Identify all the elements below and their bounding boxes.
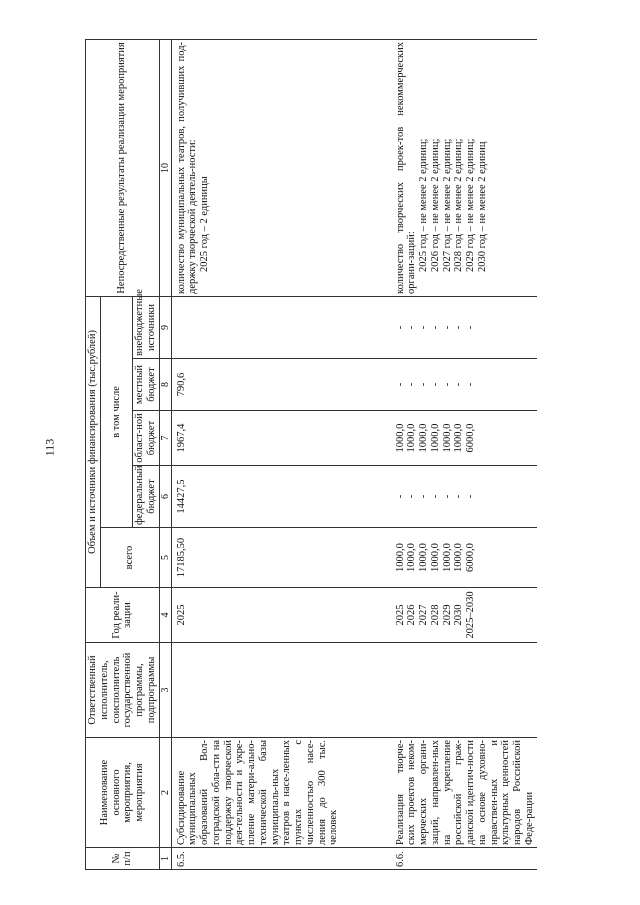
col-index: 3 — [159, 643, 171, 738]
total-value: 1000,0 — [418, 543, 430, 572]
col-index: 5 — [159, 528, 171, 588]
header-regional: област-ной бюджет — [133, 411, 160, 466]
col-index: 2 — [159, 738, 171, 848]
page-number: 113 — [42, 438, 57, 457]
table-row — [391, 39, 537, 869]
result-cell — [391, 39, 537, 296]
program-table-sheet — [85, 40, 535, 870]
extrabudget-value: - — [394, 325, 406, 330]
local-value: - — [453, 382, 465, 387]
local-value: - — [418, 382, 430, 387]
regional-value: 1000,0 — [441, 423, 453, 453]
year-cell — [171, 588, 391, 643]
regional-cell — [171, 411, 391, 466]
executor-cell — [391, 643, 537, 738]
result-line: 2025 год – 2 единицы — [199, 176, 211, 272]
table-row — [171, 39, 391, 869]
col-index: 9 — [159, 296, 171, 358]
result-line: 2025 год – не менее 2 единиц; — [418, 138, 430, 272]
federal-value: - — [394, 494, 406, 499]
regional-value: 1000,0 — [406, 423, 418, 453]
local-value: - — [429, 382, 441, 387]
program-activities-table — [85, 39, 537, 870]
local-cell — [171, 359, 391, 411]
result-line: 2026 год – не менее 2 единиц; — [429, 138, 441, 272]
local-value: - — [406, 382, 418, 387]
federal-value: - — [465, 494, 477, 499]
table-header — [86, 39, 172, 869]
col-index: 8 — [159, 359, 171, 411]
result-line: 2028 год – не менее 2 единиц; — [453, 138, 465, 272]
local-value: 790,6 — [175, 372, 187, 397]
header-activity-name: Наименование основного мероприятия, мероприятия — [86, 738, 160, 848]
header-num: № п/п — [86, 848, 160, 870]
total-value: 1000,0 — [394, 543, 406, 572]
federal-value: 14427,5 — [175, 479, 187, 514]
header-including: в том числе — [100, 296, 132, 527]
year-value: 2028 — [429, 604, 441, 626]
column-index-row — [159, 39, 171, 869]
header-year: Год реали-зации — [86, 588, 160, 643]
year-value: 2030 — [453, 604, 465, 626]
col-index: 7 — [159, 411, 171, 466]
extrabudget-value: - — [465, 325, 477, 330]
result-line: 2029 год – не менее 2 единиц; — [465, 138, 477, 272]
year-value: 2025–2030 — [465, 591, 477, 639]
federal-value: - — [453, 494, 465, 499]
total-value: 1000,0 — [429, 543, 441, 572]
result-cell — [171, 39, 391, 296]
header-local: местный бюджет — [133, 359, 160, 411]
total-value: 17185,50 — [175, 537, 187, 578]
regional-value: 1967,4 — [175, 423, 187, 453]
regional-value: 1000,0 — [418, 423, 430, 453]
regional-value: 6000,0 — [465, 423, 477, 453]
federal-value: - — [441, 494, 453, 499]
local-cell — [391, 359, 537, 411]
result-line: 2027 год – не менее 2 единиц; — [441, 138, 453, 272]
year-cell — [391, 588, 537, 643]
header-results: Непосредственные результаты реализации мероприятия — [86, 39, 160, 296]
total-cell — [391, 528, 537, 588]
year-value: 2029 — [441, 604, 453, 626]
row-number: 6.6. — [391, 848, 537, 870]
activity-name: Реализация творче-ских проектов неком-мерческих органи-заций, направлен-ных на укрепление российской граж-данской идентич-ности на основе духовно-нравствен-ных и культурных ценностей народов Российской Феде-рации — [391, 738, 537, 848]
extrabudget-value: - — [441, 325, 453, 330]
result-text: количество творческих проек-тов некоммерческих органи-заций: — [394, 41, 418, 294]
regional-value: 1000,0 — [429, 423, 441, 453]
activity-name: Субсидирование муниципальных образований Вол-гоградской обла-сти на поддержку творческой дея-тельности и укре-пление матери-ально-технической базы муниципаль-ных театров в насе-ленных пунктах с численностью насе-ления до 300 тыс. человек — [171, 738, 391, 848]
header-total: всего — [100, 528, 159, 588]
header-financing: Объем и источники финансирования (тыс.рублей) — [86, 296, 101, 587]
local-value: - — [441, 382, 453, 387]
total-value: 1000,0 — [406, 543, 418, 572]
year-value: 2026 — [406, 604, 418, 626]
col-index: 10 — [159, 39, 171, 296]
col-index: 1 — [159, 848, 171, 870]
year-value: 2027 — [418, 604, 430, 626]
local-value: - — [394, 382, 406, 387]
total-value: 1000,0 — [453, 543, 465, 572]
result-line: 2030 год – не менее 2 единиц — [476, 141, 488, 272]
federal-value: - — [429, 494, 441, 499]
federal-cell — [391, 466, 537, 528]
extrabudget-cell — [391, 296, 537, 358]
local-value: - — [465, 382, 477, 387]
regional-value: 1000,0 — [453, 423, 465, 453]
col-index: 4 — [159, 588, 171, 643]
header-executor: Ответственный исполнитель, соисполнитель государственной программы, подпрограммы — [86, 643, 160, 738]
executor-cell — [171, 643, 391, 738]
total-cell — [171, 528, 391, 588]
extrabudget-value: - — [406, 325, 418, 330]
federal-value: - — [406, 494, 418, 499]
total-value: 6000,0 — [465, 543, 477, 572]
extrabudget-value: - — [418, 325, 430, 330]
result-text: количество муниципальных театров, получивших под-держку творческой деятель-ности: — [175, 41, 199, 294]
col-index: 6 — [159, 466, 171, 528]
header-extrabudget: внебюджетные источники — [133, 296, 160, 358]
header-federal: федеральный бюджет — [133, 466, 160, 528]
regional-cell — [391, 411, 537, 466]
total-value: 1000,0 — [441, 543, 453, 572]
extrabudget-cell — [171, 296, 391, 358]
year-value: 2025 — [394, 604, 406, 626]
row-number: 6.5. — [171, 848, 391, 870]
federal-cell — [171, 466, 391, 528]
federal-value: - — [418, 494, 430, 499]
extrabudget-value: - — [429, 325, 441, 330]
regional-value: 1000,0 — [394, 423, 406, 453]
year-value: 2025 — [175, 604, 187, 626]
extrabudget-value: - — [453, 325, 465, 330]
